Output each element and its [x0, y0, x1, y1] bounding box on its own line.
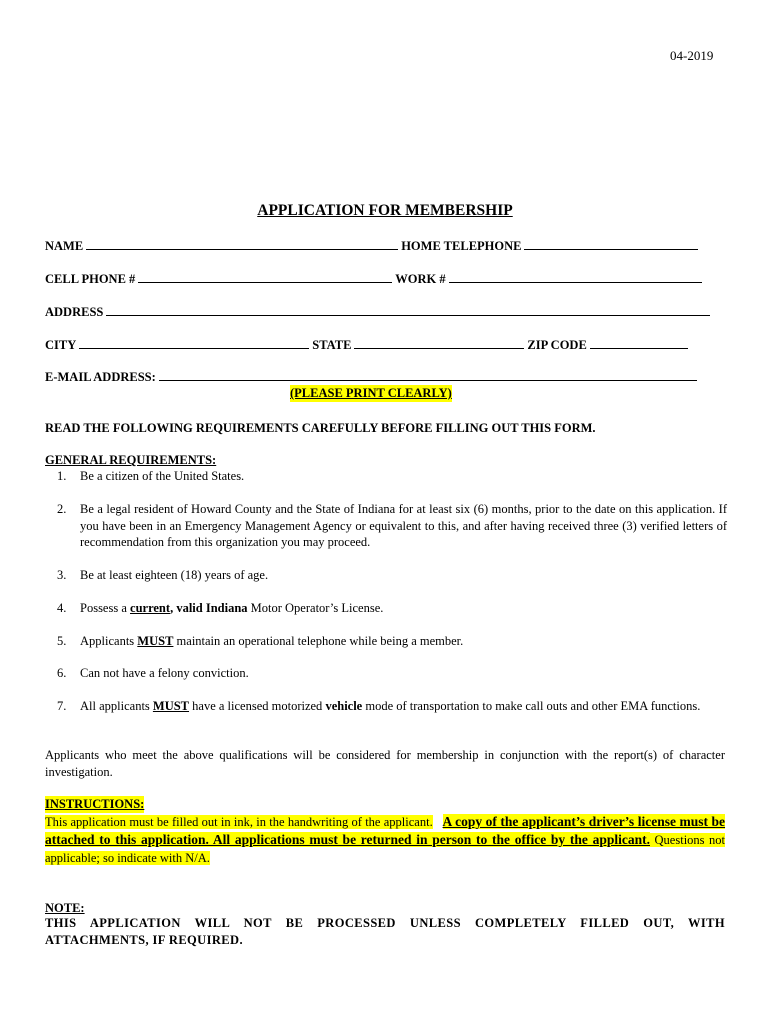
list-text [80, 600, 727, 617]
list-item [57, 501, 727, 551]
field-row-name [45, 238, 725, 255]
emphasis-vehicle: vehicle [325, 699, 363, 713]
city-field[interactable] [79, 337, 309, 349]
list-number: 2. [57, 502, 67, 516]
emphasis-must: MUST [152, 699, 190, 713]
city-label: CITY [45, 338, 77, 352]
list-number: 3. [57, 568, 67, 582]
zip-code-field[interactable] [590, 337, 688, 349]
date-code: 04-2019 [670, 48, 714, 63]
cell-phone-field[interactable] [138, 271, 392, 283]
note-text: THIS APPLICATION WILL NOT BE PROCESSED UNLESS COMPLETELY FILLED OUT, WITH ATTACHMENTS, IF REQUIRED. [45, 916, 725, 947]
instructions-part-2: Questions not applicable; so indicate with N/A. [45, 833, 725, 865]
note-heading: NOTE: [45, 901, 85, 915]
field-row-address [45, 304, 725, 321]
list-number: 6. [57, 666, 67, 680]
list-text: Be a citizen of the United States. [80, 469, 245, 483]
emphasis-valid-indiana: valid Indiana [176, 601, 248, 615]
field-row-phone [45, 271, 725, 288]
list-item [57, 600, 727, 617]
field-row-email [45, 369, 725, 386]
state-label: STATE [312, 338, 352, 352]
home-telephone-label: HOME TELEPHONE [401, 239, 522, 253]
list-item [57, 665, 727, 682]
text-segment: Applicants [80, 634, 138, 648]
list-text: Be a legal resident of Howard County and the State of Indiana for at least six (6) months, prior to the date on this application. If you have been in an Emergency Management Agency or equivalent to this, and after having received three (3) verified letters of recommendation from this organization you may proceed. [80, 502, 727, 549]
email-label: E-MAIL ADDRESS: [45, 370, 156, 384]
list-text: Be at least eighteen (18) years of age. [80, 568, 269, 582]
list-item [57, 567, 727, 584]
list-item [57, 633, 727, 650]
text-segment: mode of transportation to make call outs and other EMA functions. [362, 699, 701, 713]
work-label: WORK # [395, 272, 446, 286]
email-field[interactable] [159, 369, 697, 381]
field-row-city [45, 337, 725, 354]
list-item [57, 468, 727, 485]
print-notice: (PLEASE PRINT CLEARLY) [290, 386, 452, 400]
list-text: Can not have a felony conviction. [80, 666, 249, 680]
list-number: 5. [57, 634, 67, 648]
address-label: ADDRESS [45, 305, 104, 319]
name-field[interactable] [86, 238, 398, 250]
requirements-heading: GENERAL REQUIREMENTS: [45, 453, 217, 467]
emphasis-must: MUST [137, 634, 174, 648]
text-segment: maintain an operational telephone while being a member. [173, 634, 464, 648]
list-number: 1. [57, 469, 67, 483]
text-segment: Possess a [80, 601, 131, 615]
requirements-summary: Applicants who meet the above qualifications will be considered for membership in conjunction with the report(s) of character investigation. [45, 748, 725, 779]
work-field[interactable] [449, 271, 702, 283]
instructions-part-1: This application must be filled out in ink, in the handwriting of the applicant. [45, 815, 433, 829]
instructions-bold-part: A copy of the applicant’s driver’s license must be attached to this application. All applications must be returned in person to the office by the applicant. [45, 814, 726, 847]
text-segment: Motor Operator’s License. [247, 601, 384, 615]
list-text [80, 633, 727, 650]
name-label: NAME [45, 239, 84, 253]
form-title: APPLICATION FOR MEMBERSHIP [257, 202, 513, 219]
read-notice: READ THE FOLLOWING REQUIREMENTS CAREFULLY BEFORE FILLING OUT THIS FORM. [45, 421, 596, 435]
text-segment: , [170, 601, 177, 615]
text-segment: All applicants [80, 699, 153, 713]
instructions-text [45, 813, 725, 867]
list-number: 7. [57, 699, 67, 713]
home-telephone-field[interactable] [524, 238, 698, 250]
list-text [80, 698, 727, 715]
zip-code-label: ZIP CODE [527, 338, 587, 352]
list-number: 4. [57, 601, 67, 615]
instructions-heading: INSTRUCTIONS: [45, 797, 145, 811]
address-field[interactable] [106, 304, 710, 316]
state-field[interactable] [354, 337, 524, 349]
emphasis-current: current [130, 601, 171, 615]
cell-phone-label: CELL PHONE # [45, 272, 136, 286]
text-segment: have a licensed motorized [189, 699, 326, 713]
list-item [57, 698, 727, 732]
